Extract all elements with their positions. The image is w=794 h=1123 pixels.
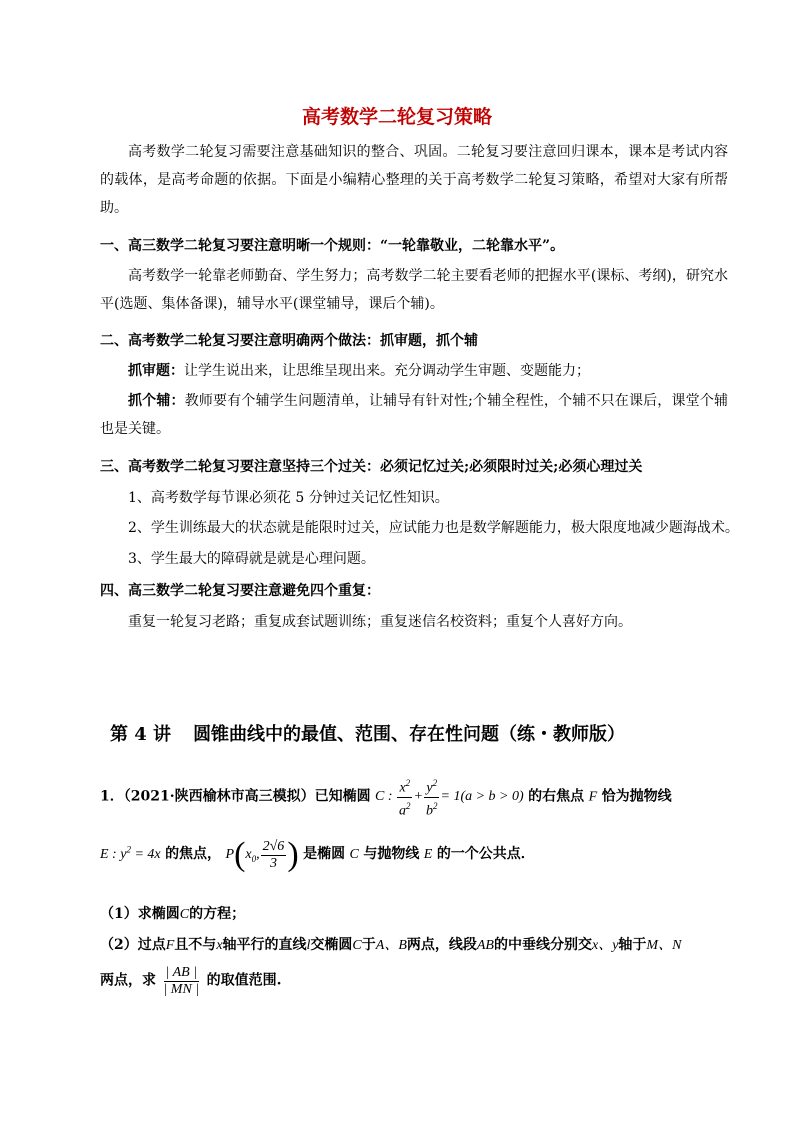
question-text: 轴平行的直线 [222, 937, 307, 953]
point-P: $P(x_0$, $\frac{2√6}{3}$ ) [225, 836, 299, 873]
var-C: C [349, 847, 359, 863]
var-F: F [165, 938, 175, 953]
lesson-number: 第 4 讲 [110, 724, 172, 745]
var-AB: A、B [375, 938, 407, 953]
var-C: C [179, 907, 190, 922]
page-title: 高考数学二轮复习策略 [301, 106, 492, 128]
section-1-heading: 一、高三数学二轮复习要注意明晰一个规则：“一轮靠敬业，二轮靠水平”。 [100, 238, 565, 254]
var-x: x [216, 938, 223, 953]
section-1-body: 高考数学一轮靠老师勤奋、学生努力；高考数学二轮主要看老师的把握水平(课标、考纲)，研究水平(选题、集体备课)，辅导水平(课堂辅导，课后个辅)。 [100, 268, 728, 312]
var-MN: M、N [646, 938, 682, 953]
ratio-AB-MN: $\frac{| AB |}{| MN |}$ [163, 965, 200, 997]
question-text: 且不与 [174, 937, 217, 953]
question-text: 与抛物线 [363, 846, 420, 863]
section-2-point-1 [100, 357, 728, 385]
intro-paragraph: 高考数学二轮复习需要注意基础知识的整合、巩固。二轮复习要注意回归课本，课本是考试内容的载体，是高考命题的依据。下面是小编精心整理的关于高考数学二轮复习策略，希望对大家有所帮助。 [100, 144, 728, 216]
section-3-heading: 三、高考数学二轮复习要注意坚持三个过关：必须记忆过关;必须限时过关;必须心理过关 [100, 459, 643, 475]
var-F: F [588, 789, 598, 805]
var-C: C [352, 938, 362, 953]
var-xy: x、y [591, 938, 619, 953]
section-4-heading: 四、高三数学二轮复习要注意避免四个重复： [100, 583, 380, 599]
point-label: 抓个辅： [128, 393, 185, 409]
section-3-item: 1、高考数学每节课必须花 5 分钟过关记忆性知识。 [128, 490, 449, 506]
point-text: 教师要有个辅学生问题清单，让辅导有针对性;个辅全程性，个辅不只在课后，课堂个辅也是关键。 [100, 393, 729, 437]
lesson-name: 圆锥曲线中的最值、范围、存在性问题（练・教师版） [193, 724, 626, 745]
section-4-body: 重复一轮复习老路；重复成套试题训练；重复迷信名校资料；重复个人喜好方向。 [128, 614, 632, 630]
question-text: 的焦点， [165, 846, 222, 863]
question-text: 于 [361, 937, 376, 953]
question-text: 1．（2021·陕西榆林市高三模拟）已知椭圆 [100, 788, 371, 805]
question-text: 轴于 [618, 937, 647, 953]
section-2-point-2 [100, 387, 728, 443]
question-1-part-2 [100, 934, 681, 954]
question-text: 交椭圆 [310, 937, 353, 953]
question-text: 的取值范围. [206, 972, 282, 989]
section-2-heading: 二、高考数学二轮复习要注意明确两个做法：抓审题，抓个辅 [100, 333, 478, 349]
question-1-line-2 [100, 836, 535, 874]
segment-AB: AB [476, 938, 494, 953]
question-text: 恰为抛物线 [601, 788, 672, 805]
section-3-item: 2、学生训练最大的状态就是能限时过关，应试能力也是数学解题能力，极大限度地减少题海战术。 [128, 520, 739, 536]
question-text: 的一个公共点． [436, 846, 535, 863]
question-text: 的方程； [189, 906, 246, 922]
ellipse-equation: C : $\frac{x^2}{a^2}$ + $\frac{y^2}{b^2}$ = 1(a > b > 0) [375, 789, 524, 804]
parabola-equation: E : $y^2 = 4x$ [100, 844, 161, 863]
question-text: （2）过点 [100, 937, 166, 953]
question-text: 是椭圆 [303, 846, 346, 863]
section-3-item: 3、学生最大的障碍就是就是心理问题。 [128, 551, 375, 567]
question-1-part-1 [100, 903, 245, 923]
question-text: 的中垂线分别交 [493, 937, 592, 953]
question-1-line-1 [100, 775, 672, 819]
var-E: E [423, 847, 433, 863]
lesson-title [110, 720, 625, 746]
question-text: （1）求椭圆 [100, 906, 180, 922]
point-text: 让学生说出来，让思维呈现出来。充分调动学生审题、变题能力； [184, 363, 590, 379]
question-1-part-3 [100, 965, 281, 998]
var-l: l [306, 938, 311, 953]
point-label: 抓审题： [128, 363, 184, 379]
question-text: 两点，线段 [406, 937, 477, 953]
question-text: 两点，求 [100, 972, 156, 989]
question-text: 的右焦点 [528, 788, 585, 805]
